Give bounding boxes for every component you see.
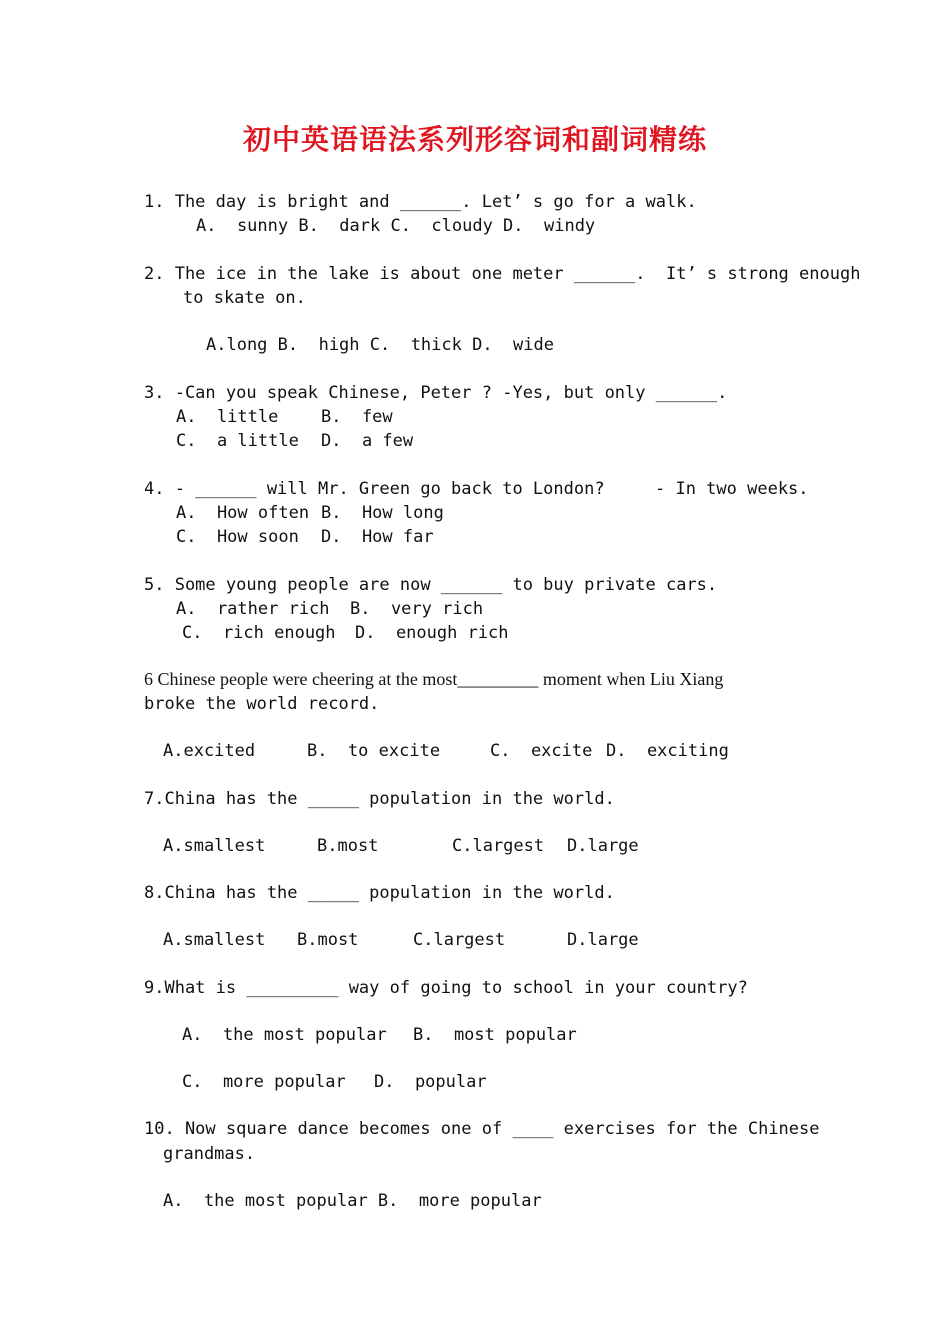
question-3-option-b: B. few: [321, 407, 393, 427]
question-9-option-c: C. more popular: [182, 1072, 346, 1092]
question-6-option-a: A.excited: [163, 741, 256, 761]
question-7-option-d: D.large: [567, 836, 639, 856]
question-10-stem-cont: grandmas.: [163, 1144, 256, 1164]
question-5-option-d: D. enough rich: [355, 623, 509, 643]
question-8-stem: 8.China has the _____ population in the world.: [144, 883, 615, 903]
question-10-stem: 10. Now square dance becomes one of ____ exercises for the Chinese: [144, 1119, 820, 1139]
question-6-option-c: C. excite: [490, 741, 593, 761]
question-7-option-b: B.most: [317, 836, 379, 856]
question-5-stem: 5. Some young people are now ______ to buy private cars.: [144, 575, 718, 595]
document-title: 初中英语语法系列形容词和副词精练: [242, 123, 707, 156]
question-1-stem: 1. The day is bright and ______. Let’ s go for a walk.: [144, 192, 697, 212]
question-6-option-b: B. to excite: [307, 741, 441, 761]
question-4-option-a: A. How often: [176, 503, 310, 523]
question-9-option-a: A. the most popular: [182, 1025, 387, 1045]
question-9-stem: 9.What is _________ way of going to school in your country?: [144, 978, 748, 998]
question-3-stem: 3. -Can you speak Chinese, Peter ? -Yes, but only ______.: [144, 383, 728, 403]
question-6-option-d: D. exciting: [606, 741, 729, 761]
question-7-option-a: A.smallest: [163, 836, 266, 856]
question-5-option-c: C. rich enough: [182, 623, 336, 643]
question-8-option-b: B.most: [297, 930, 359, 950]
question-10-options: A. the most popular B. more popular: [163, 1191, 542, 1211]
question-4-option-c: C. How soon: [176, 527, 299, 547]
question-5-option-a: A. rather rich: [176, 599, 330, 619]
question-9-option-d: D. popular: [374, 1072, 487, 1092]
question-8-option-a: A.smallest: [163, 930, 266, 950]
question-2-options: A.long B. high C. thick D. wide: [206, 335, 554, 355]
question-2-stem-cont: to skate on.: [183, 288, 306, 308]
question-3-option-c: C. a little: [176, 431, 299, 451]
question-4-answer-cue: - In two weeks.: [655, 479, 809, 499]
question-4-option-b: B. How long: [321, 503, 444, 523]
question-7-option-c: C.largest: [452, 836, 545, 856]
question-9-option-b: B. most popular: [413, 1025, 577, 1045]
question-8-option-c: C.largest: [413, 930, 506, 950]
question-6-stem-cont: broke the world record.: [144, 694, 380, 714]
question-5-option-b: B. very rich: [350, 599, 484, 619]
question-8-option-d: D.large: [567, 930, 639, 950]
question-3-option-a: A. little: [176, 407, 279, 427]
question-4-stem: 4. - ______ will Mr. Green go back to London?: [144, 479, 605, 499]
question-1-options: A. sunny B. dark C. cloudy D. windy: [196, 216, 596, 236]
question-4-option-d: D. How far: [321, 527, 434, 547]
question-7-stem: 7.China has the _____ population in the world.: [144, 789, 615, 809]
question-2-stem: 2. The ice in the lake is about one meter ______. It’ s strong enough: [144, 264, 861, 284]
question-3-option-d: D. a few: [321, 431, 414, 451]
question-6-stem: 6 Chinese people were cheering at the most_________ moment when Liu Xiang: [144, 669, 724, 689]
